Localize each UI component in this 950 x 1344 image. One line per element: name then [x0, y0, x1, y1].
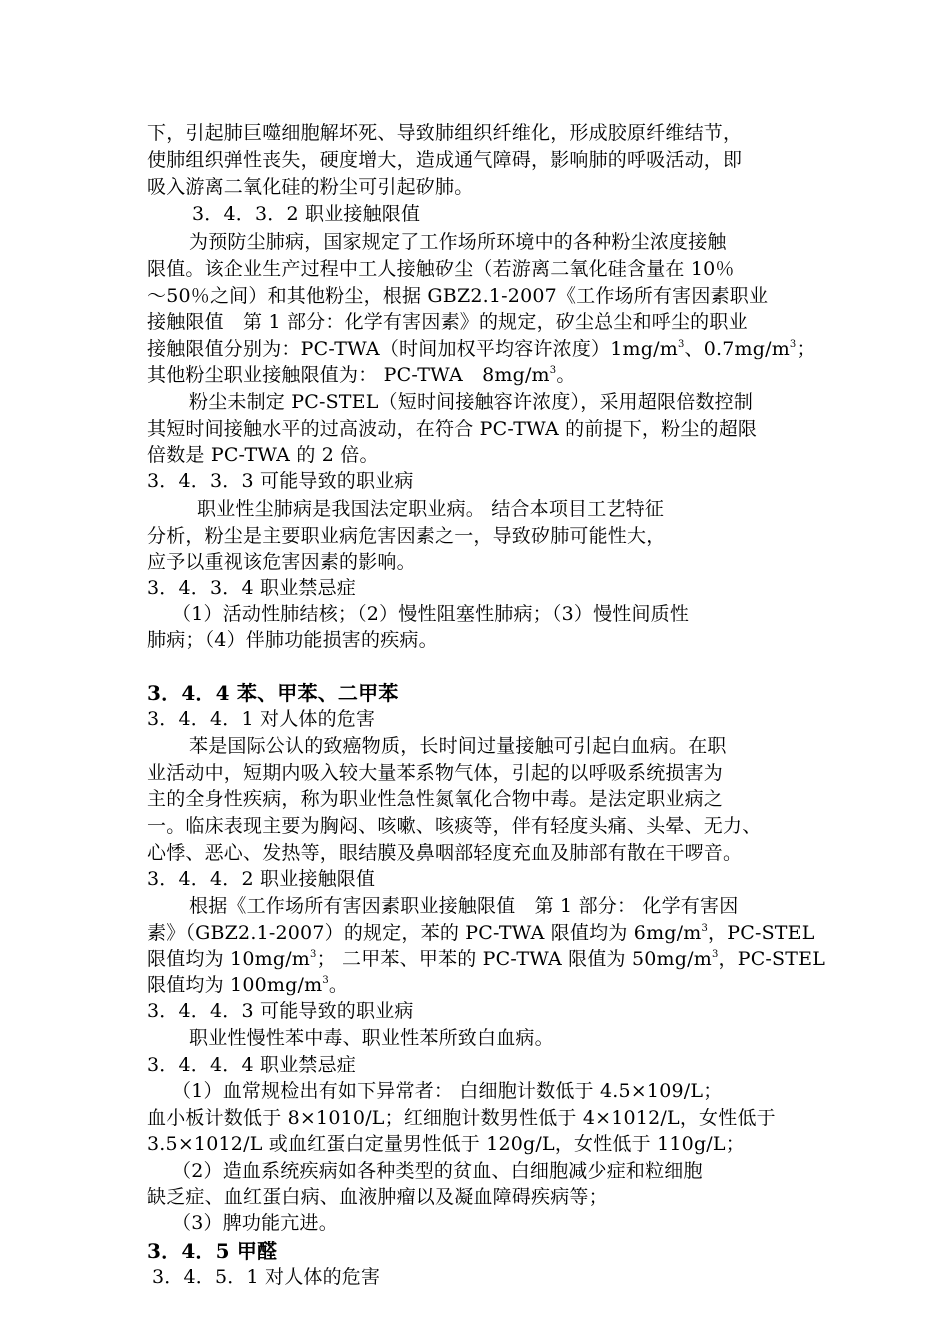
body-text-line: （2）造血系统疾病如各种类型的贫血、白细胞减少症和粒细胞	[172, 1160, 703, 1182]
body-text-line: 缺乏症、血红蛋白病、血液肿瘤以及凝血障碍疾病等；	[147, 1186, 608, 1208]
body-text-line: 职业性慢性苯中毒、职业性苯所致白血病。	[189, 1027, 554, 1049]
body-text-line: 根据《工作场所有害因素职业接触限值 第 1 部分： 化学有害因	[189, 895, 739, 917]
body-text-line: ～50％之间）和其他粉尘，根据 GBZ2.1-2007《工作场所有害因素职业	[147, 285, 769, 307]
body-text-line: 吸入游离二氧化硅的粉尘可引起矽肺。	[147, 176, 474, 198]
body-text-line: 血小板计数低于 8×1010/L；红细胞计数男性低于 4×1012/L，女性低于	[147, 1107, 776, 1129]
body-text-line: 粉尘未制定 PC-STEL（短时间接触容许浓度），采用超限倍数控制	[189, 391, 754, 413]
subsection-heading: 3．4．4．1 对人体的危害	[147, 708, 376, 730]
subsection-heading: 3．4．4．2 职业接触限值	[147, 868, 376, 890]
body-text-line: 心悸、恶心、发热等，眼结膜及鼻咽部轻度充血及肺部有散在干啰音。	[147, 842, 743, 864]
section-heading: 3．4．5 甲醛	[147, 1239, 278, 1263]
body-text-line: 业活动中，短期内吸入较大量苯系物气体，引起的以呼吸系统损害为	[147, 762, 724, 784]
subsection-heading: 3．4．5．1 对人体的危害	[152, 1266, 381, 1288]
body-text-line: 一。临床表现主要为胸闷、咳嗽、咳痰等，伴有轻度头痛、头晕、无力、	[147, 815, 762, 837]
body-text-line: 素》（GBZ2.1-2007）的规定，苯的 PC-TWA 限值均为 $6mg/m^3$，PC-STEL	[147, 922, 815, 944]
body-text-line: 接触限值 第 1 部分：化学有害因素》的规定，矽尘总尘和呼尘的职业	[147, 311, 748, 333]
subsection-heading: 3．4．3．2 职业接触限值	[192, 203, 421, 225]
body-text-line: 其他粉尘职业接触限值为： PC-TWA $8mg/m^3$。	[147, 364, 576, 386]
body-text-line: 苯是国际公认的致癌物质，长时间过量接触可引起白血病。在职	[189, 735, 727, 757]
body-text-line: （1）活动性肺结核；（2）慢性阻塞性肺病；（3）慢性间质性	[172, 603, 690, 625]
body-text-line: 分析，粉尘是主要职业病危害因素之一，导致矽肺可能性大，	[147, 525, 666, 547]
body-text-line: 职业性尘肺病是我国法定职业病。 结合本项目工艺特征	[197, 498, 665, 520]
body-text-line: 3.5×1012/L 或血红蛋白定量男性低于 120g/L，女性低于 110g/L；	[147, 1133, 745, 1155]
body-text-line: 倍数是 PC-TWA 的 2 倍。	[147, 444, 379, 466]
body-text-line: 使肺组织弹性丧失，硬度增大，造成通气障碍，影响肺的呼吸活动，即	[147, 149, 743, 171]
body-text-line: 其短时间接触水平的过高波动，在符合 PC-TWA 的前提下，粉尘的超限	[147, 418, 758, 440]
subsection-heading: 3．4．3．3 可能导致的职业病	[147, 470, 414, 492]
body-text-line: 为预防尘肺病，国家规定了工作场所环境中的各种粉尘浓度接触	[189, 231, 727, 253]
body-text-line: 限值均为 $100mg/m^3$。	[147, 974, 349, 996]
body-text-line: 限值均为 $10mg/m^3$； 二甲苯、甲苯的 PC-TWA 限值为 $50mg/m^3$，PC-STEL	[147, 948, 826, 970]
subsection-heading: 3．4．3．4 职业禁忌症	[147, 577, 356, 599]
body-text-line: 应予以重视该危害因素的影响。	[147, 551, 416, 573]
section-heading: 3．4．4 苯、甲苯、二甲苯	[147, 681, 399, 705]
body-text-line: （1）血常规检出有如下异常者： 白细胞计数低于 4.5×109/L；	[172, 1080, 723, 1102]
body-text-line: 接触限值分别为：PC-TWA（时间加权平均容许浓度）$1mg/m^3$、$0.7mg/m^3$；	[147, 338, 816, 360]
body-text-line: （3）脾功能亢进。	[172, 1212, 338, 1234]
body-text-line: 主的全身性疾病，称为职业性急性氮氧化合物中毒。是法定职业病之	[147, 788, 724, 810]
subsection-heading: 3．4．4．4 职业禁忌症	[147, 1054, 356, 1076]
body-text-line: 下，引起肺巨噬细胞解坏死、导致肺组织纤维化，形成胶原纤维结节，	[147, 122, 743, 144]
body-text-line: 限值。该企业生产过程中工人接触矽尘（若游离二氧化硅含量在 10％	[147, 258, 735, 280]
body-text-line: 肺病；（4）伴肺功能损害的疾病。	[147, 629, 438, 651]
subsection-heading: 3．4．4．3 可能导致的职业病	[147, 1000, 414, 1022]
